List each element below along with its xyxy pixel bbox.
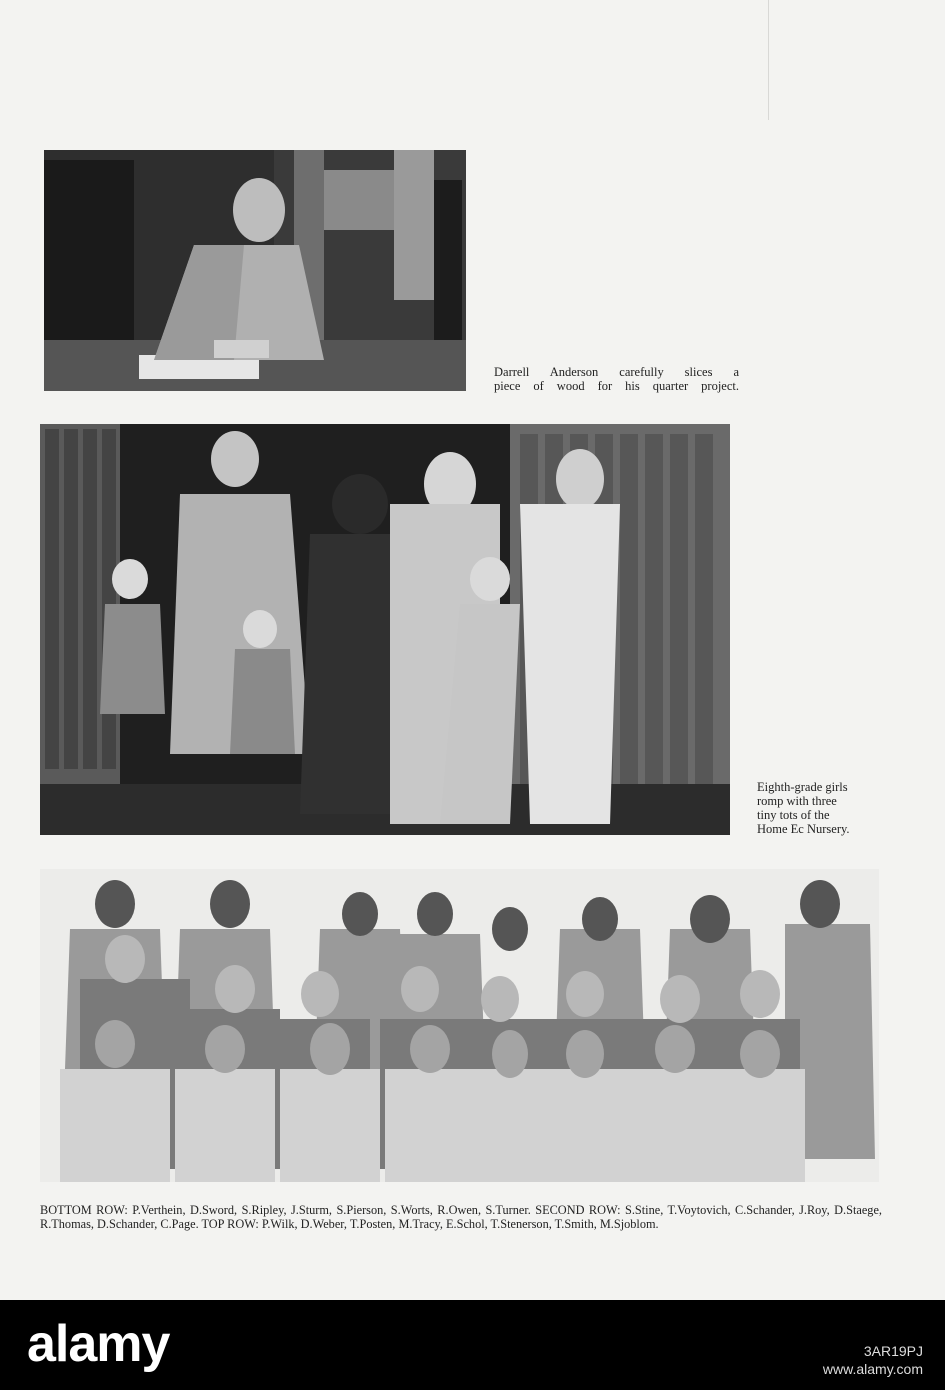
photo-hallway xyxy=(40,424,730,835)
hallway-illustration xyxy=(40,424,730,835)
caption-woodshop-line: Darrell Anderson carefully slices a xyxy=(494,365,739,379)
woodshop-illustration xyxy=(44,150,466,391)
stock-info xyxy=(823,1342,923,1378)
caption-nursery-line: Eighth-grade girls xyxy=(757,780,848,794)
caption-woodshop xyxy=(494,365,739,393)
caption-nursery-line: tiny tots of the xyxy=(757,808,830,822)
site-url: www.alamy.com xyxy=(822,1361,923,1377)
photo-woodshop xyxy=(44,150,466,391)
caption-nursery-line: Home Ec Nursery. xyxy=(757,822,850,836)
caption-class-roster: BOTTOM ROW: P.Verthein, D.Sword, S.Ripley, J.Sturm, S.Pierson, S.Worts, R.Owen, S.Turner. SECOND ROW: S.Stine, T.Voytovich, C.Schander, J.Roy, D.Staege, R.Thomas, D.Schander, C.Page. TOP ROW: P.Wilk, D.Weber, T.Posten, M.Tracy, E.Schol, T.Stenerson, T.Smith, M.Sjoblom. xyxy=(40,1203,882,1231)
caption-nursery-line: romp with three xyxy=(757,794,837,808)
alamy-logo: alamy xyxy=(27,1315,170,1373)
class-group-illustration xyxy=(40,869,879,1182)
photo-class-group xyxy=(40,869,879,1182)
caption-woodshop-line: piece of wood for his quarter project. xyxy=(494,379,739,393)
image-id: 3AR19PJ xyxy=(863,1343,923,1359)
caption-nursery xyxy=(757,780,877,836)
page-edge xyxy=(768,0,769,120)
